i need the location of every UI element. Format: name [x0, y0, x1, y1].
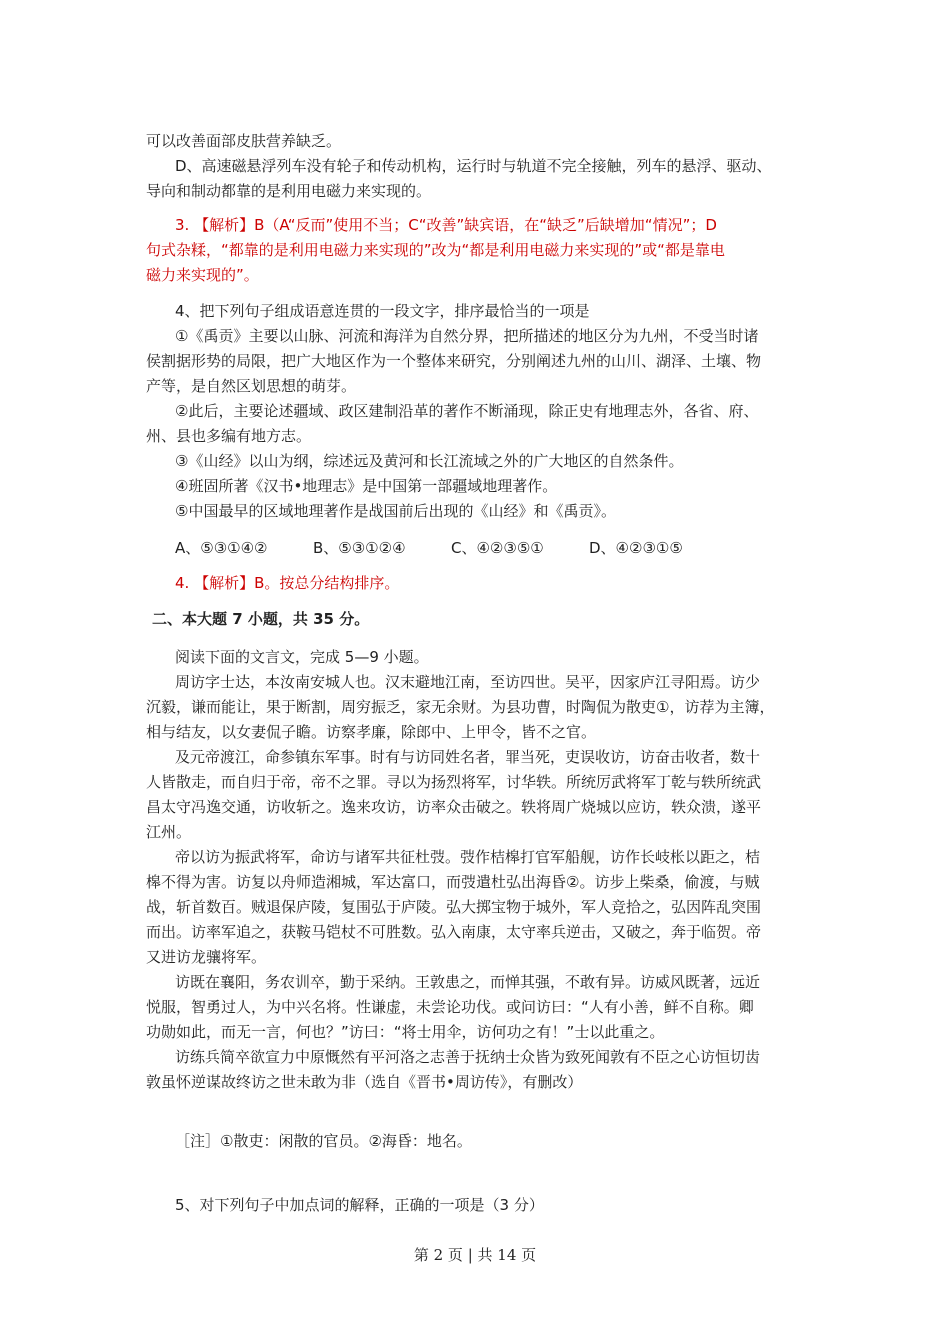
passage-line: 周访字士达，本汝南安城人也。汉末避地江南，至访四世。吴平，因家庐江寻阳焉。访少: [175, 673, 761, 691]
passage-line: 访既在襄阳，务农训卒，勤于采纳。王敦患之，而惮其强，不敢有异。访威风既著，远近: [175, 973, 761, 991]
sentence-2: 州、县也多编有地方志。: [146, 427, 312, 445]
passage-line: 而出。访率军追之，获鞍马铠杖不可胜数。弘入南康，太守率兵逆击，又破之，奔于临贺。帝: [146, 923, 762, 941]
sentence-1: 产等，是自然区划思想的萌芽。: [146, 377, 357, 395]
passage-line: 江州。: [146, 823, 192, 841]
sentence-1: ①《禹贡》主要以山脉、河流和海洋为自然分界，把所描述的地区分为九州，不受当时诸: [175, 327, 759, 345]
sentence-1: 侯割据形势的局限，把广大地区作为一个整体来研究，分别阐述九州的山川、湖泽、土壤、物: [146, 352, 762, 370]
option-d-line: D、高速磁悬浮列车没有轮子和传动机构，运行时与轨道不完全接触，列车的悬浮、驱动、: [175, 157, 772, 175]
passage-line: 昌太守冯逸交通，访收斩之。逸来攻访，访率众击破之。轶将周广烧城以应访，轶众溃，遂平: [146, 798, 762, 816]
passage-line: 相与结友，以女妻侃子瞻。访察孝廉，除郎中、上甲令，皆不之官。: [146, 723, 597, 741]
option-a: A、⑤③①④②: [175, 539, 268, 557]
passage-line: 又进访龙骧将军。: [146, 948, 267, 966]
question-4-options: [175, 535, 683, 561]
option-b: B、⑤③①②④: [313, 539, 406, 557]
annotation-note: ［注］①散吏：闲散的官员。②海昏：地名。: [175, 1132, 472, 1150]
passage-line: 及元帝渡江，命参镇东军事。时有与访同姓名者，罪当死，吏误收访，访奋击收者，数十: [175, 748, 761, 766]
page-footer: 第 2 页 | 共 14 页: [413, 1246, 537, 1264]
reading-instruction: 阅读下面的文言文，完成 5—9 小题。: [175, 648, 429, 666]
passage-line: 人皆散走，而自归于帝，帝不之罪。寻以为扬烈将军，讨华轶。所统厉武将军丁乾与轶所统武: [146, 773, 762, 791]
answer-4: 4. 【解析】B。按总分结构排序。: [175, 574, 400, 592]
answer-3-line: 句式杂糅，“都靠的是利用电磁力来实现的”改为“都是利用电磁力来实现的”或“都是靠电: [146, 241, 725, 259]
question-4: 4、把下列句子组成语意连贯的一段文字，排序最恰当的一项是: [175, 302, 590, 320]
sentence-5: ⑤中国最早的区域地理著作是战国前后出现的《山经》和《禹贡》。: [175, 502, 616, 520]
passage-line: 访练兵简卒欲宣力中原慨然有平河洛之志善于抚纳士众皆为致死闻敦有不臣之心访恒切齿: [175, 1048, 761, 1066]
passage-line: 悦服，智勇过人，为中兴名将。性谦虚，未尝论功伐。或问访曰：“人有小善，鲜不自称。卿: [146, 998, 754, 1016]
question-5: 5、对下列句子中加点词的解释，正确的一项是（3 分）: [175, 1196, 544, 1214]
option-c: C、④②③⑤①: [451, 539, 544, 557]
answer-3-line: 3. 【解析】B（A“反而”使用不当；C“改善”缺宾语，在“缺乏”后缺增加“情况”；D: [175, 216, 717, 234]
passage-line: 槔不得为害。访复以舟师造湘城，军达富口，而弢遣杜弘出海昏②。访步上柴桑，偷渡，与贼: [146, 873, 760, 891]
passage-line: 敦虽怀逆谋故终访之世未敢为非（选自《晋书•周访传》，有删改）: [146, 1073, 583, 1091]
passage-line: 战，斩首数百。贼退保庐陵，复围弘于庐陵。弘大掷宝物于城外，军人竞拾之，弘因阵乱突围: [146, 898, 762, 916]
passage-line: 功勋如此，而无一言，何也？”访曰：“将士用伞，访何功之有！”士以此重之。: [146, 1023, 665, 1041]
answer-3-line: 磁力来实现的”。: [146, 266, 259, 284]
passage-line: 帝以访为振武将军，命访与诸军共征杜弢。弢作桔槔打官军船舰，访作长岐枨以距之，桔: [175, 848, 761, 866]
text-line: 可以改善面部皮肤营养缺乏。: [146, 132, 342, 150]
sentence-4: ④班固所著《汉书•地理志》是中国第一部疆域地理著作。: [175, 477, 558, 495]
option-d: D、④②③①⑤: [589, 539, 683, 557]
sentence-2: ②此后，主要论述疆域、政区建制沿革的著作不断涌现，除正史有地理志外，各省、府、: [175, 402, 759, 420]
passage-line: 沉毅，谦而能让，果于断割，周穷振乏，家无余财。为县功曹，时陶侃为散吏①，访荐为主簿，: [146, 698, 775, 716]
section-heading: 二、本大题 7 小题，共 35 分。: [152, 610, 370, 628]
sentence-3: ③《山经》以山为纲，综述远及黄河和长江流域之外的广大地区的自然条件。: [175, 452, 684, 470]
text-line: 导向和制动都靠的是利用电磁力来实现的。: [146, 182, 432, 200]
